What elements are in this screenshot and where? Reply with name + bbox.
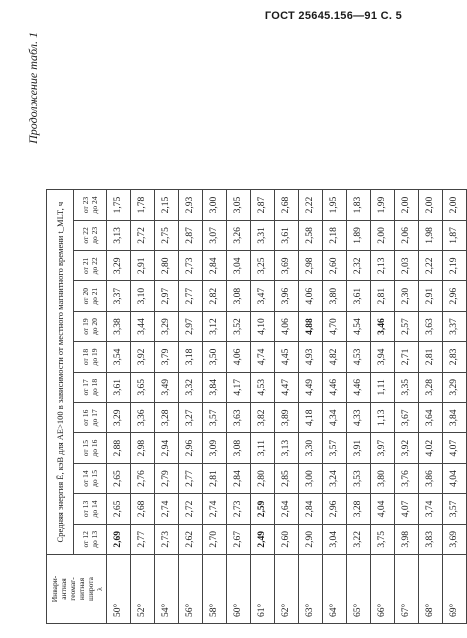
value-cell: 3,61 — [107, 372, 131, 402]
value-cell: 2,68 — [131, 494, 155, 524]
value-cell: 3,91 — [347, 433, 371, 463]
column-header: от 20 до 21 — [74, 281, 107, 311]
value-cell: 3,83 — [419, 524, 443, 554]
value-cell: 3,36 — [131, 403, 155, 433]
value-cell: 3,37 — [443, 311, 467, 341]
value-cell: 2,30 — [395, 281, 419, 311]
value-cell: 2,32 — [347, 251, 371, 281]
value-cell: 2,00 — [443, 190, 467, 220]
value-cell: 3,08 — [227, 433, 251, 463]
value-cell: 4,34 — [323, 403, 347, 433]
value-cell: 3,10 — [131, 281, 155, 311]
value-cell: 2,15 — [155, 190, 179, 220]
value-cell: 3,26 — [227, 220, 251, 250]
value-cell: 4,82 — [323, 342, 347, 372]
value-cell: 2,82 — [203, 281, 227, 311]
value-cell: 3,69 — [443, 524, 467, 554]
value-cell: 3,74 — [419, 494, 443, 524]
value-cell: 4,07 — [443, 433, 467, 463]
rotated-table-block — [24, 24, 459, 624]
latitude-cell: 54° — [155, 555, 179, 624]
value-cell: 4,93 — [299, 342, 323, 372]
value-cell: 4,47 — [275, 372, 299, 402]
column-header: от 17 до 18 — [74, 372, 107, 402]
latitude-cell: 67° — [395, 555, 419, 624]
table-row — [395, 190, 419, 624]
latitude-cell: 68° — [419, 555, 443, 624]
value-cell: 3,84 — [443, 403, 467, 433]
value-cell: 3,18 — [179, 342, 203, 372]
value-cell: 2,80 — [251, 463, 275, 493]
value-cell: 2,88 — [107, 433, 131, 463]
value-cell: 2,69 — [107, 524, 131, 554]
column-header: от 13 до 14 — [74, 494, 107, 524]
value-cell: 4,06 — [275, 311, 299, 341]
value-cell: 3,29 — [443, 372, 467, 402]
value-cell: 2,22 — [419, 251, 443, 281]
column-header: от 18 до 19 — [74, 342, 107, 372]
column-header: от 15 до 16 — [74, 433, 107, 463]
value-cell: 1,87 — [443, 220, 467, 250]
value-cell: 2,91 — [419, 281, 443, 311]
value-cell: 3,47 — [251, 281, 275, 311]
value-cell: 3,80 — [371, 463, 395, 493]
value-cell: 3,29 — [107, 251, 131, 281]
value-cell: 2,62 — [179, 524, 203, 554]
value-cell: 3,11 — [251, 433, 275, 463]
stub-header-line: широта — [85, 577, 95, 601]
value-cell: 3,80 — [323, 281, 347, 311]
value-cell: 3,64 — [419, 403, 443, 433]
value-cell: 1,78 — [131, 190, 155, 220]
value-cell: 3,04 — [227, 251, 251, 281]
value-cell: 3,49 — [155, 372, 179, 402]
value-cell: 2,49 — [251, 524, 275, 554]
value-cell: 2,80 — [155, 251, 179, 281]
value-cell: 3,22 — [347, 524, 371, 554]
value-cell: 3,52 — [227, 311, 251, 341]
value-cell: 4,54 — [347, 311, 371, 341]
latitude-cell: 63° — [299, 555, 323, 624]
latitude-cell: 64° — [323, 555, 347, 624]
value-cell: 2,57 — [395, 311, 419, 341]
column-header: от 16 до 17 — [74, 403, 107, 433]
value-cell: 4,70 — [323, 311, 347, 341]
value-cell: 3,30 — [299, 433, 323, 463]
value-cell: 2,97 — [155, 281, 179, 311]
value-cell: 3,07 — [203, 220, 227, 250]
value-cell: 3,00 — [299, 463, 323, 493]
value-cell: 4,45 — [275, 342, 299, 372]
value-cell: 3,89 — [275, 403, 299, 433]
value-cell: 2,00 — [419, 190, 443, 220]
value-cell: 3,84 — [203, 372, 227, 402]
value-cell: 3,09 — [203, 433, 227, 463]
value-cell: 3,67 — [395, 403, 419, 433]
energy-table — [46, 189, 467, 624]
value-cell: 3,86 — [419, 463, 443, 493]
value-cell: 3,65 — [131, 372, 155, 402]
value-cell: 4,88 — [299, 311, 323, 341]
value-cell: 2,75 — [155, 220, 179, 250]
value-cell: 4,04 — [443, 463, 467, 493]
value-cell: 3,94 — [371, 342, 395, 372]
value-cell: 2,60 — [275, 524, 299, 554]
value-cell: 3,50 — [203, 342, 227, 372]
stub-header-line: антная — [58, 578, 68, 600]
table-row — [131, 190, 155, 624]
value-cell: 3,28 — [155, 403, 179, 433]
value-cell: 3,96 — [275, 281, 299, 311]
latitude-cell: 50° — [107, 555, 131, 624]
value-cell: 2,83 — [443, 342, 467, 372]
value-cell: 2,77 — [131, 524, 155, 554]
value-cell: 2,73 — [227, 494, 251, 524]
value-cell: 3,04 — [323, 524, 347, 554]
value-cell: 3,54 — [107, 342, 131, 372]
value-cell: 1,75 — [107, 190, 131, 220]
value-cell: 3,05 — [227, 190, 251, 220]
value-cell: 3,31 — [251, 220, 275, 250]
value-cell: 1,95 — [323, 190, 347, 220]
latitude-cell: 56° — [179, 555, 203, 624]
value-cell: 2,73 — [179, 251, 203, 281]
value-cell: 2,77 — [179, 463, 203, 493]
value-cell: 2,72 — [131, 220, 155, 250]
value-cell: 2,98 — [131, 433, 155, 463]
column-header: от 19 до 20 — [74, 311, 107, 341]
table-row — [227, 190, 251, 624]
value-cell: 3,57 — [203, 403, 227, 433]
table-row — [419, 190, 443, 624]
value-cell: 2,85 — [275, 463, 299, 493]
value-cell: 2,06 — [395, 220, 419, 250]
value-cell: 2,84 — [299, 494, 323, 524]
latitude-cell: 61° — [251, 555, 275, 624]
value-cell: 3,53 — [347, 463, 371, 493]
value-cell: 3,76 — [395, 463, 419, 493]
value-cell: 4,46 — [347, 372, 371, 402]
stub-header — [47, 555, 107, 624]
value-cell: 4,17 — [227, 372, 251, 402]
value-cell: 3,29 — [155, 311, 179, 341]
value-cell: 3,00 — [203, 190, 227, 220]
value-cell: 2,60 — [323, 251, 347, 281]
table-row — [347, 190, 371, 624]
latitude-cell: 58° — [203, 555, 227, 624]
value-cell: 2,87 — [179, 220, 203, 250]
page-header: ГОСТ 25645.156—91 С. 5 — [264, 10, 402, 22]
value-cell: 4,49 — [299, 372, 323, 402]
value-cell: 2,00 — [395, 190, 419, 220]
value-cell: 4,18 — [299, 403, 323, 433]
table-row — [299, 190, 323, 624]
value-cell: 3,13 — [275, 433, 299, 463]
value-cell: 1,13 — [371, 403, 395, 433]
column-header: от 12 до 13 — [74, 524, 107, 554]
value-cell: 3,61 — [275, 220, 299, 250]
value-cell: 3,24 — [323, 463, 347, 493]
value-cell: 2,68 — [275, 190, 299, 220]
value-cell: 2,79 — [155, 463, 179, 493]
value-cell: 3,97 — [371, 433, 395, 463]
value-cell: 3,44 — [131, 311, 155, 341]
value-cell: 2,64 — [275, 494, 299, 524]
value-cell: 1,11 — [371, 372, 395, 402]
value-cell: 4,02 — [419, 433, 443, 463]
value-cell: 3,79 — [155, 342, 179, 372]
table-row — [179, 190, 203, 624]
value-cell: 1,98 — [419, 220, 443, 250]
value-cell: 2,87 — [251, 190, 275, 220]
value-cell: 3,63 — [419, 311, 443, 341]
value-cell: 2,98 — [299, 251, 323, 281]
value-cell: 2,96 — [179, 433, 203, 463]
value-cell: 3,08 — [227, 281, 251, 311]
value-cell: 3,92 — [395, 433, 419, 463]
value-cell: 2,91 — [131, 251, 155, 281]
latitude-cell: 66° — [371, 555, 395, 624]
value-cell: 3,63 — [227, 403, 251, 433]
table-body — [107, 190, 467, 624]
value-cell: 3,82 — [251, 403, 275, 433]
column-header: от 21 до 22 — [74, 251, 107, 281]
column-header: от 23 до 24 — [74, 190, 107, 220]
value-cell: 2,03 — [395, 251, 419, 281]
value-cell: 2,19 — [443, 251, 467, 281]
value-cell: 2,58 — [299, 220, 323, 250]
latitude-cell: 62° — [275, 555, 299, 624]
value-cell: 3,29 — [107, 403, 131, 433]
value-cell: 2,96 — [443, 281, 467, 311]
value-cell: 2,67 — [227, 524, 251, 554]
value-cell: 2,81 — [203, 463, 227, 493]
value-cell: 2,90 — [299, 524, 323, 554]
value-cell: 3,61 — [347, 281, 371, 311]
value-cell: 2,74 — [155, 494, 179, 524]
value-cell: 3,69 — [275, 251, 299, 281]
latitude-cell: 69° — [443, 555, 467, 624]
stub-header-line: геомаг- — [67, 577, 77, 601]
value-cell: 1,89 — [347, 220, 371, 250]
value-cell: 3,38 — [107, 311, 131, 341]
value-cell: 4,06 — [299, 281, 323, 311]
value-cell: 2,73 — [155, 524, 179, 554]
column-header: от 22 до 23 — [74, 220, 107, 250]
value-cell: 4,46 — [323, 372, 347, 402]
value-cell: 2,96 — [323, 494, 347, 524]
value-cell: 2,84 — [227, 463, 251, 493]
value-cell: 4,07 — [395, 494, 419, 524]
value-cell: 2,94 — [155, 433, 179, 463]
stub-header-line: нитная — [76, 577, 86, 601]
value-cell: 3,35 — [395, 372, 419, 402]
value-cell: 2,65 — [107, 463, 131, 493]
value-cell: 3,37 — [107, 281, 131, 311]
value-cell: 3,98 — [395, 524, 419, 554]
table-row — [371, 190, 395, 624]
value-cell: 3,28 — [347, 494, 371, 524]
table-row — [203, 190, 227, 624]
value-cell: 2,00 — [371, 220, 395, 250]
value-cell: 2,84 — [203, 251, 227, 281]
value-cell: 2,65 — [107, 494, 131, 524]
value-cell: 4,53 — [251, 372, 275, 402]
value-cell: 2,13 — [371, 251, 395, 281]
value-cell: 2,70 — [203, 524, 227, 554]
latitude-cell: 60° — [227, 555, 251, 624]
column-header: от 14 до 15 — [74, 463, 107, 493]
value-cell: 4,33 — [347, 403, 371, 433]
value-cell: 2,74 — [203, 494, 227, 524]
value-cell: 3,13 — [107, 220, 131, 250]
value-cell: 2,97 — [179, 311, 203, 341]
value-cell: 4,10 — [251, 311, 275, 341]
value-cell: 4,53 — [347, 342, 371, 372]
value-cell: 1,99 — [371, 190, 395, 220]
value-cell: 3,28 — [419, 372, 443, 402]
stub-header-line: Инвари- — [49, 575, 59, 603]
value-cell: 2,81 — [371, 281, 395, 311]
value-cell: 4,04 — [371, 494, 395, 524]
table-row — [443, 190, 467, 624]
value-cell: 2,77 — [179, 281, 203, 311]
group-header: Средняя энергия Ē, кэВ для AE>100 в зависимости от местного магнитного времени t_MLT, ч — [47, 190, 74, 555]
value-cell: 2,71 — [395, 342, 419, 372]
value-cell: 3,92 — [131, 342, 155, 372]
value-cell: 3,75 — [371, 524, 395, 554]
table-row — [251, 190, 275, 624]
value-cell: 2,81 — [419, 342, 443, 372]
latitude-cell: 52° — [131, 555, 155, 624]
value-cell: 2,76 — [131, 463, 155, 493]
value-cell: 1,83 — [347, 190, 371, 220]
value-cell: 3,27 — [179, 403, 203, 433]
value-cell: 3,12 — [203, 311, 227, 341]
value-cell: 3,46 — [371, 311, 395, 341]
value-cell: 2,18 — [323, 220, 347, 250]
value-cell: 3,57 — [443, 494, 467, 524]
value-cell: 3,32 — [179, 372, 203, 402]
value-cell: 3,25 — [251, 251, 275, 281]
table-row — [155, 190, 179, 624]
value-cell: 4,06 — [227, 342, 251, 372]
table-row — [275, 190, 299, 624]
value-cell: 4,74 — [251, 342, 275, 372]
table-row — [107, 190, 131, 624]
value-cell: 2,72 — [179, 494, 203, 524]
latitude-cell: 65° — [347, 555, 371, 624]
table-row — [323, 190, 347, 624]
value-cell: 2,93 — [179, 190, 203, 220]
value-cell: 2,59 — [251, 494, 275, 524]
continuation-label: Продолжение табл. 1 — [26, 32, 40, 144]
value-cell: 3,57 — [323, 433, 347, 463]
stub-header-line: λ — [94, 587, 104, 591]
value-cell: 2,22 — [299, 190, 323, 220]
